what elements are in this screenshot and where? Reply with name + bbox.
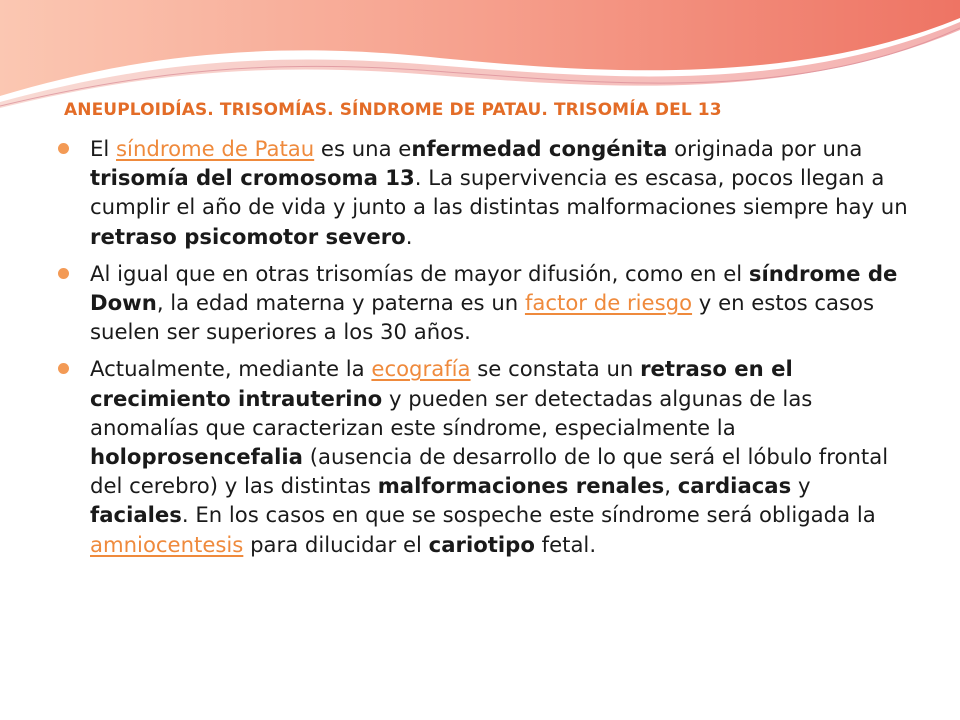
body-text: Actualmente, mediante la	[90, 356, 372, 382]
body-text: ,	[664, 473, 678, 499]
hyperlink[interactable]: síndrome de Patau	[116, 136, 315, 161]
body-text: . En los casos en que se sospeche este síndrome será obligada la	[181, 502, 876, 528]
emphasis-text: faciales	[90, 502, 182, 528]
hyperlink[interactable]: factor de riesgo	[524, 290, 693, 316]
body-text: y en estos casos suelen ser superiores a los 30 años.	[90, 290, 875, 345]
body-text: y pueden ser detectadas algunas de las anomalías que caracterizan este síndrome, especialmente la	[90, 385, 813, 440]
header-wave-decoration	[0, 0, 960, 112]
bullet-paragraph	[58, 259, 910, 347]
body-text: es una e	[314, 136, 412, 161]
body-text: para dilucidar el	[243, 531, 429, 557]
bullet-list	[58, 134, 910, 567]
slide-title: ANEUPLOIDÍAS. TRISOMÍAS. SÍNDROME DE PATAU. TRISOMÍA DEL 13	[64, 100, 722, 120]
body-text: y	[791, 473, 811, 499]
emphasis-text: malformaciones renales	[377, 473, 665, 499]
emphasis-text: retraso psicomotor severo	[90, 223, 406, 249]
body-text: .	[405, 223, 413, 249]
body-text: se constata un	[470, 356, 641, 382]
hyperlink[interactable]: ecografía	[371, 356, 471, 382]
emphasis-text: cariotipo	[428, 531, 535, 557]
emphasis-text: retraso en el crecimiento intrauterino	[90, 356, 793, 411]
body-text: El	[90, 136, 117, 161]
body-text: (ausencia de desarrollo de lo que será el lóbulo frontal del cerebro) y las distintas	[90, 444, 889, 499]
hyperlink[interactable]: amniocentesis	[90, 531, 244, 557]
emphasis-text: cardiacas	[677, 473, 792, 499]
bullet-dot-icon	[58, 363, 69, 374]
emphasis-text: síndrome de Down	[90, 260, 898, 316]
bullet-dot-icon	[58, 143, 69, 154]
bullet-dot-icon	[58, 268, 69, 279]
bullet-paragraph	[58, 354, 910, 558]
body-text: fetal.	[534, 531, 597, 557]
body-text: Al igual que en otras trisomías de mayor difusión, como en el	[90, 260, 749, 286]
body-text: . La supervivencia es escasa, pocos llegan a cumplir el año de vida y junto a las distintas malformaciones siempre hay un	[90, 165, 908, 220]
bullet-paragraph	[58, 134, 910, 251]
emphasis-text: nfermedad congénita	[411, 136, 668, 161]
emphasis-text: holoprosencefalia	[90, 444, 303, 470]
body-text: , la edad materna y paterna es un	[156, 290, 525, 316]
emphasis-text: trisomía del cromosoma 13	[90, 165, 415, 191]
body-text: originada por una	[667, 136, 863, 161]
